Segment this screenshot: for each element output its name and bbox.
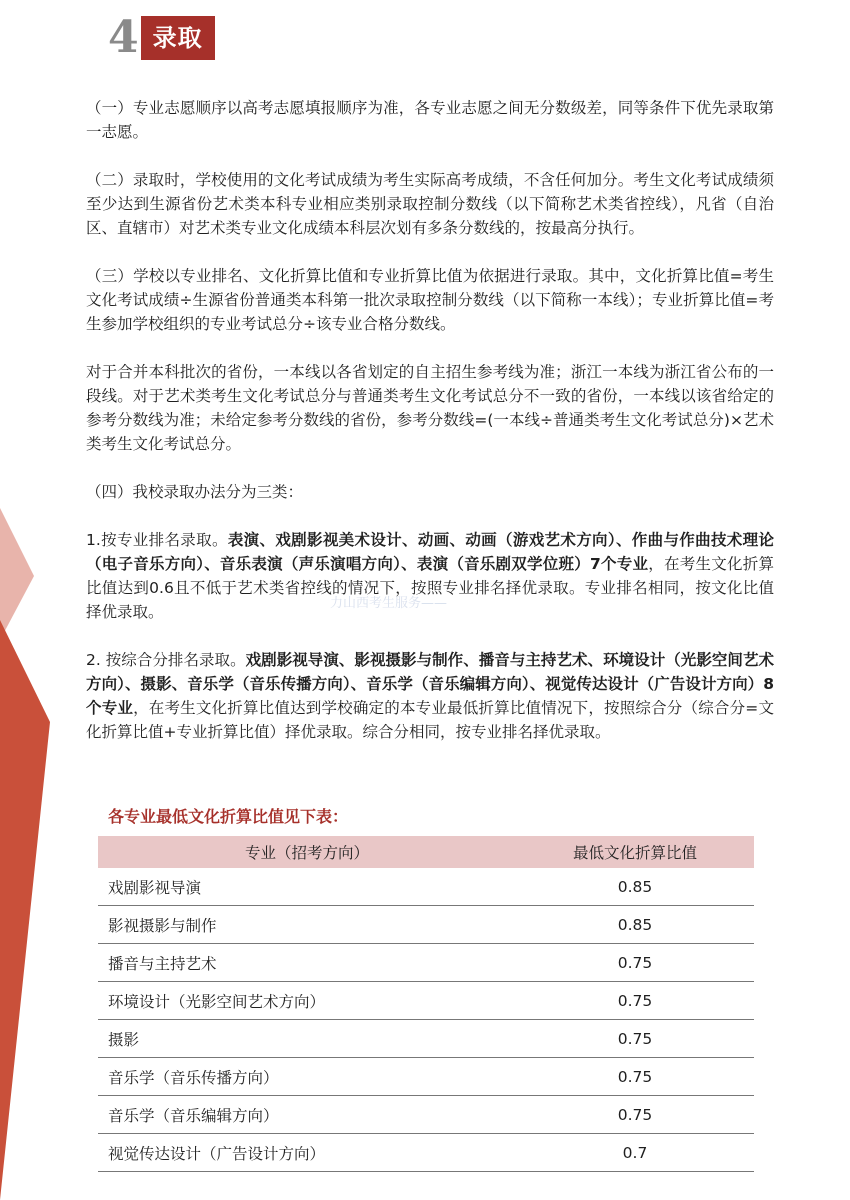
cell-ratio: 0.85: [516, 906, 754, 944]
paragraph-ratio-definition: （三）学校以专业排名、文化折算比值和专业折算比值为依据进行录取。其中，文化折算比值=考生文化考试成绩÷生源省份普通类本科第一批次录取控制分数线（以下简称一本线）；专业折算比值=考生参加学校组织的专业考试总分÷该专业合格分数线。: [86, 267, 774, 333]
method-ranking-majors: 表演、戏剧影视美术设计、动画、动画（游戏艺术方向）、作曲与作曲技术理论（电子音乐方向）、音乐表演（声乐演唱方向）、表演（音乐剧双学位班）7个专业: [86, 531, 774, 573]
section-title: 录取: [141, 16, 215, 60]
table-header-row: [98, 836, 754, 868]
cell-major: 环境设计（光影空间艺术方向）: [98, 982, 516, 1020]
method-composite-majors: 戏剧影视导演、影视摄影与制作、播音与主持艺术、环境设计（光影空间艺术方向）、摄影、音乐学（音乐传播方向）、音乐学（音乐编辑方向）、视觉传达设计（广告设计方向）8个专业: [86, 651, 774, 717]
section-number: 4: [108, 12, 139, 63]
admission-rules: [86, 96, 774, 768]
cell-major: 播音与主持艺术: [98, 944, 516, 982]
cell-ratio: 0.75: [516, 1096, 754, 1134]
table-row: [98, 1058, 754, 1096]
column-header-ratio: 最低文化折算比值: [516, 836, 754, 868]
method-ranking-lead: 1.按专业排名录取。: [86, 531, 228, 549]
paragraph-method-composite: [86, 648, 774, 744]
cell-major: 摄影: [98, 1020, 516, 1058]
table-row: [98, 982, 754, 1020]
paragraph-first-line-rules: 对于合并本科批次的省份，一本线以各省划定的自主招生参考线为准；浙江一本线为浙江省公布的一段线。对于艺术类考生文化考试总分与普通类考生文化考试总分不一致的省份，一本线以该省给定的参考分数线为准；未给定参考分数线的省份，参考分数线=(一本线÷普通类考生文化考试总分)×艺术类考生文化考试总分。: [86, 363, 774, 453]
min-ratio-table: [98, 836, 754, 1172]
method-ranking-rest: ，在考生文化折算比值达到0.6且不低于艺术类省控线的情况下，按照专业排名择优录取。专业排名相同，按文化比值择优录取。: [86, 555, 774, 621]
cell-major: 视觉传达设计（广告设计方向）: [98, 1134, 516, 1172]
section-header: [108, 14, 215, 62]
cell-ratio: 0.75: [516, 1058, 754, 1096]
decor-light-triangle: [0, 508, 34, 640]
cell-ratio: 0.85: [516, 868, 754, 906]
cell-ratio: 0.7: [516, 1134, 754, 1172]
cell-major: 戏剧影视导演: [98, 868, 516, 906]
paragraph-score-requirement: （二）录取时，学校使用的文化考试成绩为考生实际高考成绩，不含任何加分。考生文化考试成绩须至少达到生源省份艺术类本科专业相应类别录取控制分数线（以下简称艺术类省控线），凡省（自治区、直辖市）对艺术类专业文化成绩本科层次划有多条分数线的，按最高分执行。: [86, 171, 774, 237]
table-row: [98, 906, 754, 944]
cell-major: 音乐学（音乐编辑方向）: [98, 1096, 516, 1134]
method-composite-lead: 2. 按综合分排名录取。: [86, 651, 246, 669]
column-header-major: 专业（招考方向）: [98, 836, 516, 868]
table-heading: 各专业最低文化折算比值见下表：: [108, 807, 349, 826]
cell-ratio: 0.75: [516, 944, 754, 982]
cell-ratio: 0.75: [516, 982, 754, 1020]
watermark-text: 力山西考生服务——: [330, 596, 448, 611]
cell-major: 影视摄影与制作: [98, 906, 516, 944]
table-row: [98, 1096, 754, 1134]
paragraph-method-ranking: [86, 528, 774, 624]
table-row: [98, 868, 754, 906]
paragraph-volunteer-order: （一）专业志愿顺序以高考志愿填报顺序为准，各专业志愿之间无分数级差，同等条件下优先录取第一志愿。: [86, 99, 774, 141]
table-row: [98, 1020, 754, 1058]
paragraph-admission-methods: （四）我校录取办法分为三类：: [86, 483, 304, 501]
method-composite-rest: ，在考生文化折算比值达到学校确定的本专业最低折算比值情况下，按照综合分（综合分=文化折算比值+专业折算比值）择优录取。综合分相同，按专业排名择优录取。: [86, 699, 774, 741]
cell-major: 音乐学（音乐传播方向）: [98, 1058, 516, 1096]
table-row: [98, 1134, 754, 1172]
cell-ratio: 0.75: [516, 1020, 754, 1058]
table-row: [98, 944, 754, 982]
decor-dark-chevron: [0, 620, 50, 1200]
